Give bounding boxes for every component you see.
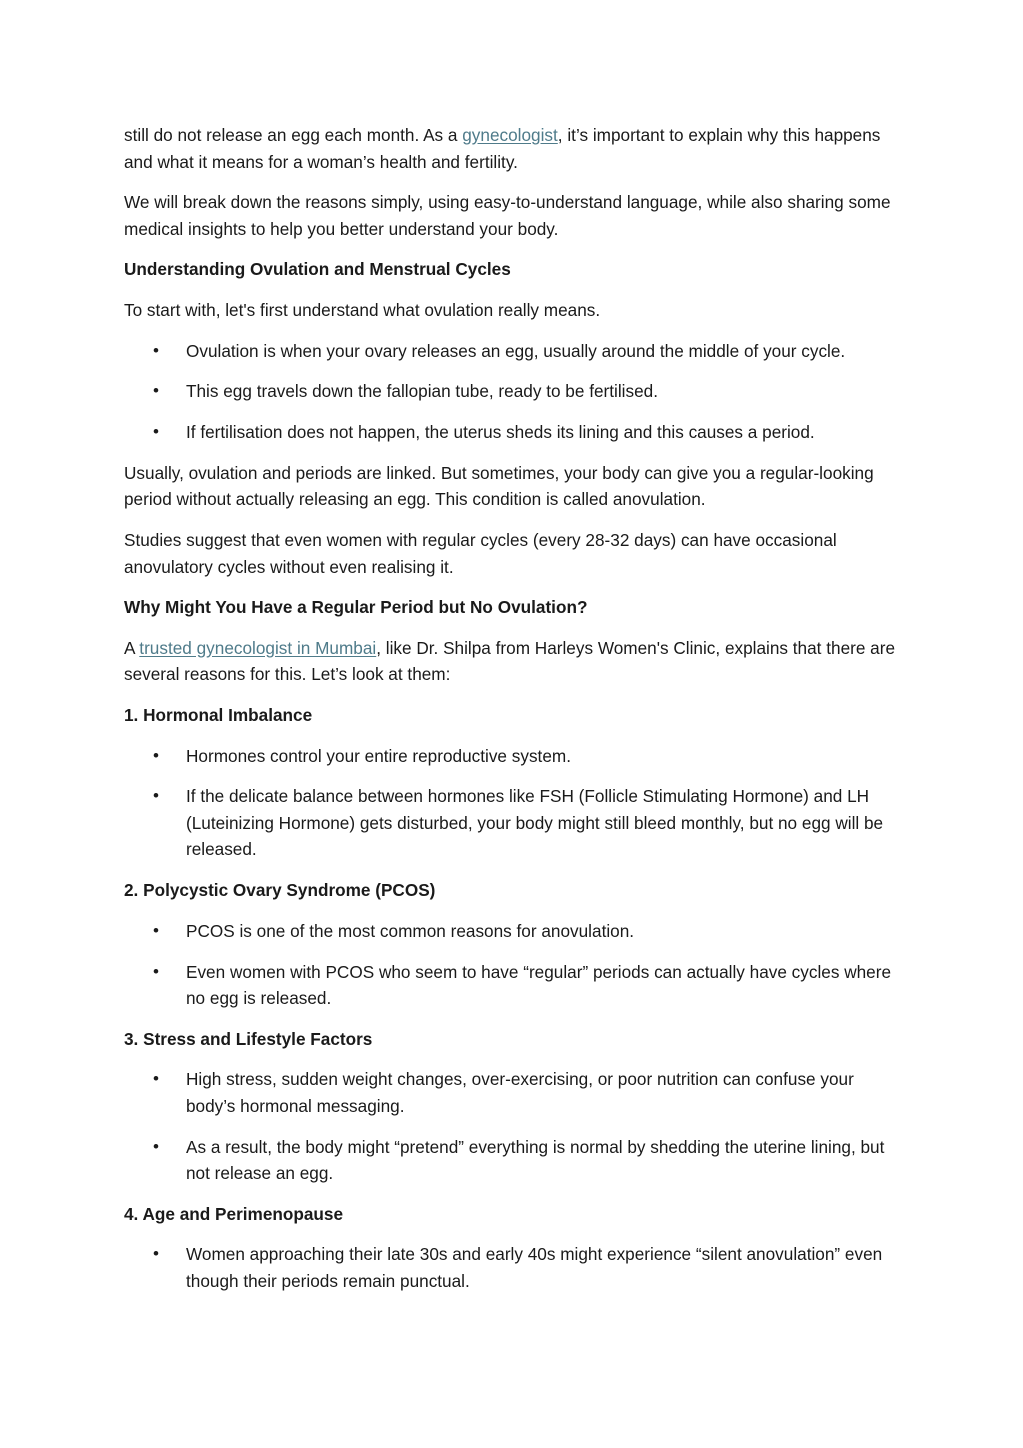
age-bullet-list	[124, 1241, 903, 1294]
reason-heading-stress: 3. Stress and Lifestyle Factors	[124, 1028, 373, 1049]
list-item: • Women approaching their late 30s and early 40s might experience “silent anovulation” even though their periods remain punctual.	[124, 1241, 903, 1294]
hormonal-bullet-list	[124, 743, 903, 863]
gynecologist-link[interactable]: gynecologist	[462, 125, 558, 145]
clinic-text-after-link: , like Dr. Shilpa from Harleys Women's Clinic, explains that there are several reasons for this. Let’s look at them:	[124, 637, 896, 685]
anovulation-paragraph: Usually, ovulation and periods are linked. But sometimes, your body can give you a regular-looking period without actually releasing an egg. This condition is called anovulation.	[124, 462, 874, 510]
stress-bullet-list	[124, 1066, 903, 1186]
list-item: • As a result, the body might “pretend” everything is normal by shedding the uterine lining, but not release an egg.	[124, 1134, 903, 1187]
ovulation-bullet-list	[124, 338, 903, 446]
list-item: • If fertilisation does not happen, the uterus sheds its lining and this causes a period.	[124, 419, 903, 446]
list-item: • This egg travels down the fallopian tube, ready to be fertilised.	[124, 378, 903, 405]
trusted-gynecologist-link[interactable]: trusted gynecologist in Mumbai	[139, 637, 377, 658]
reason-heading-hormonal: 1. Hormonal Imbalance	[124, 705, 313, 726]
list-item: • High stress, sudden weight changes, over-exercising, or poor nutrition can confuse your body’s hormonal messaging.	[124, 1066, 903, 1119]
intro-paragraph-2: We will break down the reasons simply, using easy-to-understand language, while also sharing some medical insights to help you better understand your body.	[124, 192, 891, 239]
section-lead-paragraph: To start with, let's first understand what ovulation really means.	[124, 300, 601, 321]
intro-text-after-link: , it’s important to explain why this happens and what it means for a woman’s health and fertility.	[124, 125, 881, 172]
intro-paragraph-1	[124, 122, 903, 175]
list-item: • Ovulation is when your ovary releases an egg, usually around the middle of your cycle.	[124, 338, 903, 365]
intro-text-before-link: still do not release an egg each month. As a	[124, 125, 463, 145]
reason-heading-age: 4. Age and Perimenopause	[124, 1203, 344, 1224]
list-item: • Hormones control your entire reproductive system.	[124, 743, 903, 770]
section-heading-why: Why Might You Have a Regular Period but No Ovulation?	[124, 597, 588, 618]
clinic-paragraph	[124, 635, 903, 688]
pcos-bullet-list	[124, 918, 903, 1012]
clinic-text-before-link: A	[124, 637, 140, 658]
list-item: • Even women with PCOS who seem to have “regular” periods can actually have cycles where no egg is released.	[124, 959, 903, 1012]
list-item: • If the delicate balance between hormones like FSH (Follicle Stimulating Hormone) and LH (Luteinizing Hormone) gets disturbed, your body might still bleed monthly, but no egg will be released.	[124, 783, 903, 863]
section-heading-ovulation: Understanding Ovulation and Menstrual Cycles	[124, 259, 511, 280]
list-item: • PCOS is one of the most common reasons for anovulation.	[124, 918, 903, 945]
studies-paragraph: Studies suggest that even women with regular cycles (every 28-32 days) can have occasional anovulatory cycles without even realising it.	[124, 530, 837, 577]
reason-heading-pcos: 2. Polycystic Ovary Syndrome (PCOS)	[124, 880, 436, 901]
